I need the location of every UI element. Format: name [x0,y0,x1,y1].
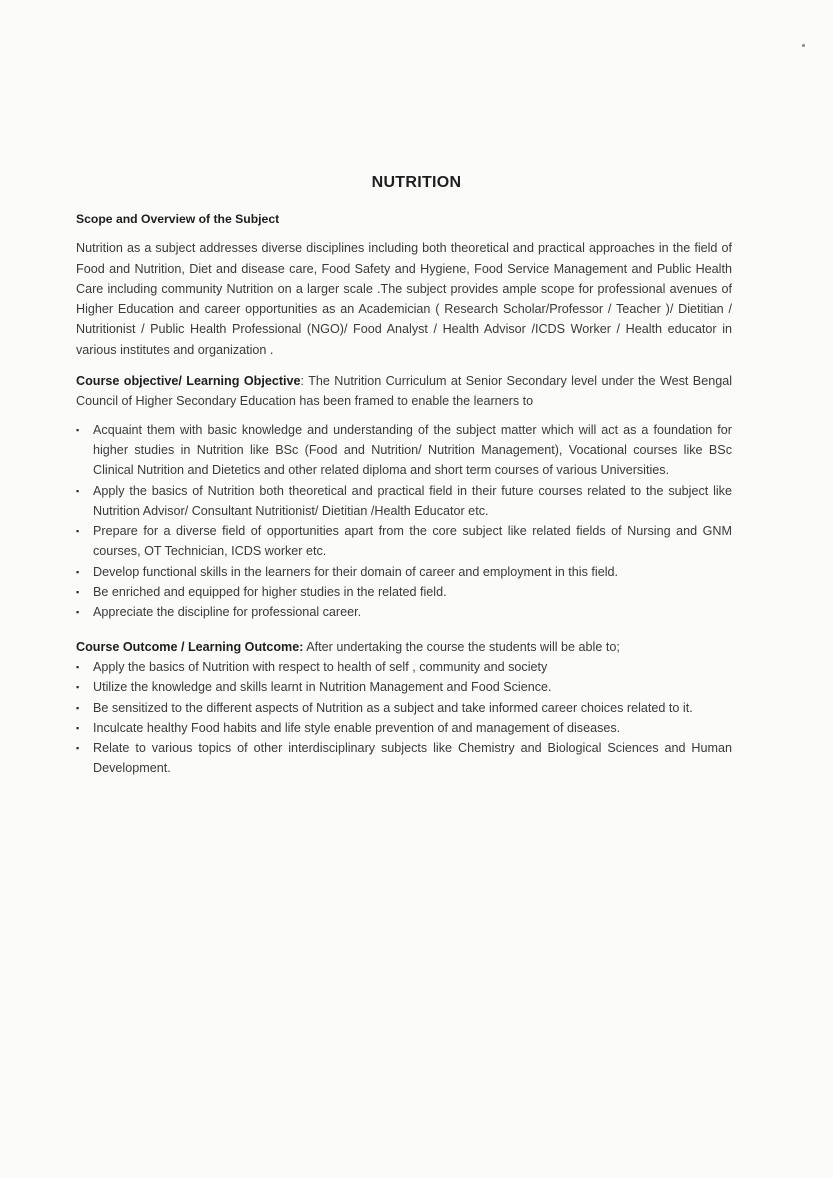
list-item-text: Develop functional skills in the learners for their domain of career and employment in this field. [93,564,619,579]
list-item-text: Utilize the knowledge and skills learnt in Nutrition Management and Food Science. [93,680,552,695]
list-item-text: Prepare for a diverse field of opportunities apart from the core subject like related fields of Nursing and GNM courses, OT Technician, ICDS worker etc. [93,524,732,559]
bullet-icon: ▪ [76,424,80,435]
objective-paragraph [76,371,732,412]
list-item-text: Apply the basics of Nutrition both theoretical and practical field in their future courses related to the subject like Nutrition Advisor/ Consultant Nutritionist/ Dietitian /Health Educator etc. [93,483,732,518]
list-item [76,420,732,481]
list-item [76,582,732,602]
list-item [76,677,732,697]
list-item [76,481,732,522]
list-item [76,698,732,718]
list-item [76,562,732,582]
list-item [76,718,732,738]
list-item [76,738,732,779]
list-item-text: Appreciate the discipline for professional career. [93,605,362,620]
list-item [76,521,732,562]
outcome-text: After undertaking the course the students will be able to; [303,639,620,654]
outcome-list [76,657,732,779]
bullet-icon: ▪ [76,702,80,713]
scan-speck [802,44,805,47]
list-item-text: Relate to various topics of other interdisciplinary subjects like Chemistry and Biological Sciences and Human Development. [93,741,732,776]
scope-paragraph: Nutrition as a subject addresses diverse disciplines including both theoretical and practical approaches in the field of Food and Nutrition, Diet and disease care, Food Safety and Hygiene, Food Service Management and Public Health Care including community Nutrition on a larger scale .The subject provides ample scope for professional avenues of Higher Education and career opportunities as an Academician ( Research Scholar/Professor / Teacher )/ Dietitian / Nutritionist / Public Health Professional (NGO)/ Food Analyst / Health Advisor /ICDS Worker / Health educator in various institutes and organization . [76,241,732,357]
objective-text: : The Nutrition Curriculum at Senior Secondary level under the West Bengal Council of Higher Secondary Education has been framed to enable the learners to [76,374,733,409]
bullet-icon: ▪ [76,682,80,693]
list-item-text: Apply the basics of Nutrition with respect to health of self , community and society [93,659,548,674]
outcome-label: Course Outcome / Learning Outcome: [76,639,304,654]
bullet-icon: ▪ [76,722,80,733]
bullet-icon: ▪ [76,526,80,537]
page-title: NUTRITION [371,174,462,191]
list-item-text: Be enriched and equipped for higher studies in the related field. [93,585,447,600]
list-item-text: Acquaint them with basic knowledge and understanding of the subject matter which will act as a foundation for higher studies in Nutrition like BSc (Food and Nutrition/ Nutrition Management), Vocational courses like BSc Clinical Nutrition and Dietetics and other related diploma and short term courses of various Universities. [93,422,732,478]
scope-heading: Scope and Overview of the Subject [76,212,280,226]
list-item-text: Inculcate healthy Food habits and life style enable prevention of and management of diseases. [93,720,621,735]
objective-list [76,420,732,623]
bullet-icon: ▪ [76,485,80,496]
bullet-icon: ▪ [76,566,80,577]
document-body [76,209,732,779]
list-item [76,657,732,677]
bullet-icon: ▪ [76,743,80,754]
bullet-icon: ▪ [76,607,80,618]
objective-label: Course objective/ Learning Objective [76,374,301,389]
list-item [76,602,732,622]
bullet-icon: ▪ [76,661,80,672]
outcome-paragraph [76,637,732,657]
bullet-icon: ▪ [76,587,80,598]
list-item-text: Be sensitized to the different aspects of Nutrition as a subject and take informed career choices related to it. [93,700,693,715]
